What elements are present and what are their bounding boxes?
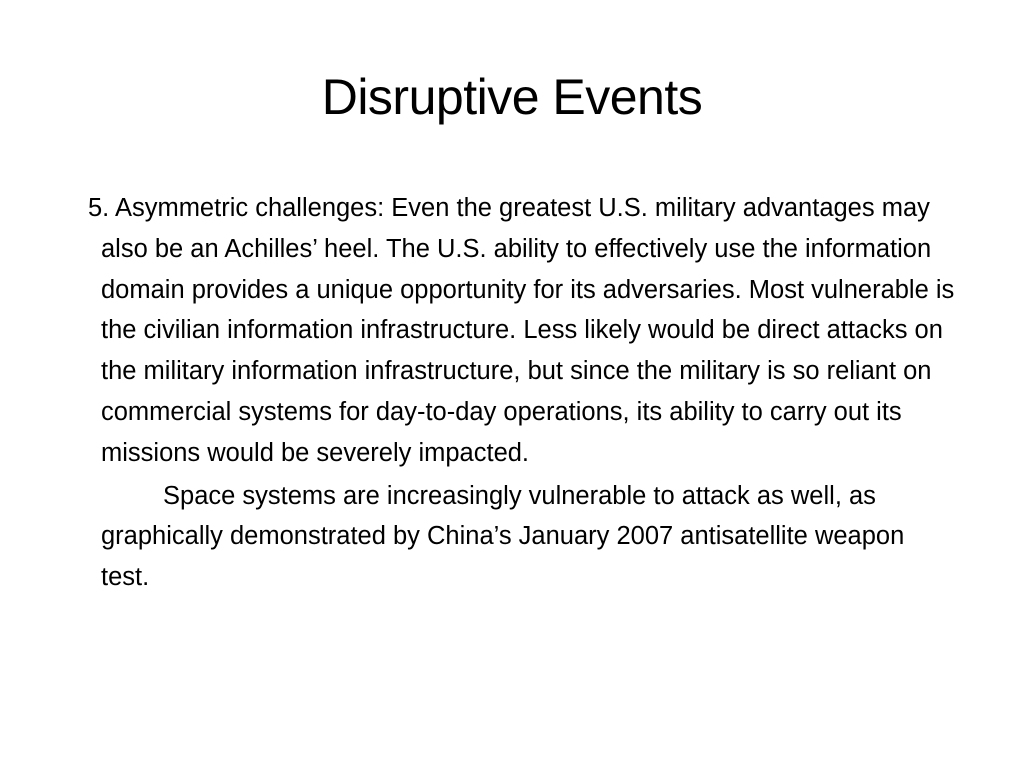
paragraph-asymmetric-challenges: 5. Asymmetric challenges: Even the greatest U.S. military advantages may also be an Achilles’ heel. The U.S. ability to effectively use the information domain provides a unique opportunity for its adversaries. Most vulnerable is the civilian information infrastructure. Less likely would be direct attacks on the military information infrastructure, but since the military is so reliant on commercial systems for day-to-day operations, its ability to carry out its missions would be severely impacted. (88, 194, 955, 467)
paragraph-space-systems: Space systems are increasingly vulnerable to attack as well, as graphically demonstrated by China’s January 2007 antisatellite weapon test. (101, 481, 905, 592)
slide-title: Disruptive Events (321, 69, 703, 125)
slide-body (88, 188, 958, 598)
